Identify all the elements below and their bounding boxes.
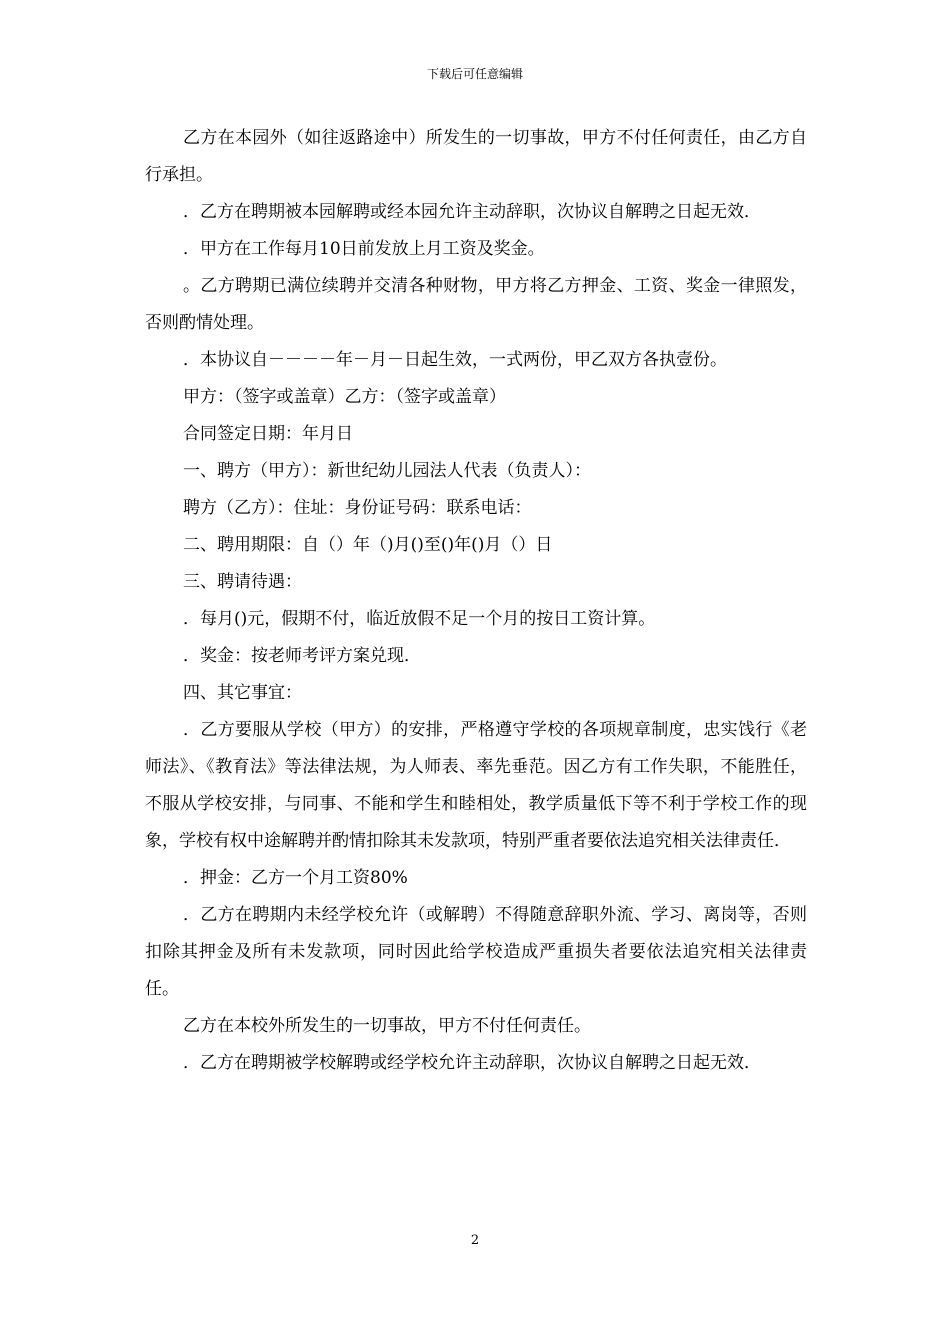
paragraph: 。乙方聘期已满位续聘并交清各种财物，甲方将乙方押金、工资、奖金一律照发，否则酌情处理。: [145, 276, 807, 333]
contract-date-line: 合同签定日期：年月日: [183, 424, 353, 444]
document-body: [145, 120, 807, 1082]
signature-line: 甲方：（签字或盖章）乙方：（签字或盖章）: [183, 387, 506, 407]
paragraph: ．押金：乙方一个月工资80%: [183, 868, 408, 888]
paragraph: ．乙方在聘期内未经学校允许（或解聘）不得随意辞职外流、学习、离岗等，否则扣除其押金及所有未发款项，同时因此给学校造成严重损失者要依法追究相关法律责任。: [145, 905, 807, 999]
paragraph: ．乙方在聘期被本园解聘或经本园允许主动辞职，次协议自解聘之日起无效．: [183, 202, 761, 222]
paragraph: ．甲方在工作每月10日前发放上月工资及奖金。: [183, 239, 545, 259]
paragraph: ．本协议自－－－－年－月－日起生效，一式两份，甲乙双方各执壹份。: [183, 350, 727, 370]
section-heading: 四、其它事宜：: [183, 683, 302, 703]
page-header: 下载后可任意编辑: [426, 67, 523, 81]
section-heading: 一、聘方（甲方）：新世纪幼儿园法人代表（负责人）：: [183, 461, 591, 481]
paragraph: 乙方在本校外所发生的一切事故，甲方不付任何责任。: [183, 1016, 591, 1036]
paragraph: ．乙方要服从学校（甲方）的安排，严格遵守学校的各项规章制度，忠实饯行《老师法》、《教育法》等法律法规，为人师表、率先垂范。因乙方有工作失职，不能胜任，不服从学校安排，与同事、不能和学生和睦相处，教学质量低下等不利于学校工作的现象，学校有权中途解聘并酌情扣除其未发款项，特别严重者要依法追究相关法律责任．: [145, 720, 807, 851]
paragraph: 乙方在本园外（如往返路途中）所发生的一切事故，甲方不付任何责任，由乙方自行承担。: [145, 128, 807, 185]
paragraph: ．奖金：按老师考评方案兑现．: [183, 646, 421, 666]
page-number: 2: [470, 1233, 480, 1248]
paragraph: ．每月()元，假期不付，临近放假不足一个月的按日工资计算。: [183, 609, 656, 629]
paragraph: ．乙方在聘期被学校解聘或经学校允许主动辞职，次协议自解聘之日起无效．: [183, 1053, 761, 1073]
section-heading: 三、聘请待遇：: [183, 572, 302, 592]
section-heading: 二、聘用期限：自（）年（)月()至()年()月（）日: [183, 535, 553, 555]
paragraph: 聘方（乙方）：住址：身份证号码：联系电话：: [183, 498, 532, 518]
